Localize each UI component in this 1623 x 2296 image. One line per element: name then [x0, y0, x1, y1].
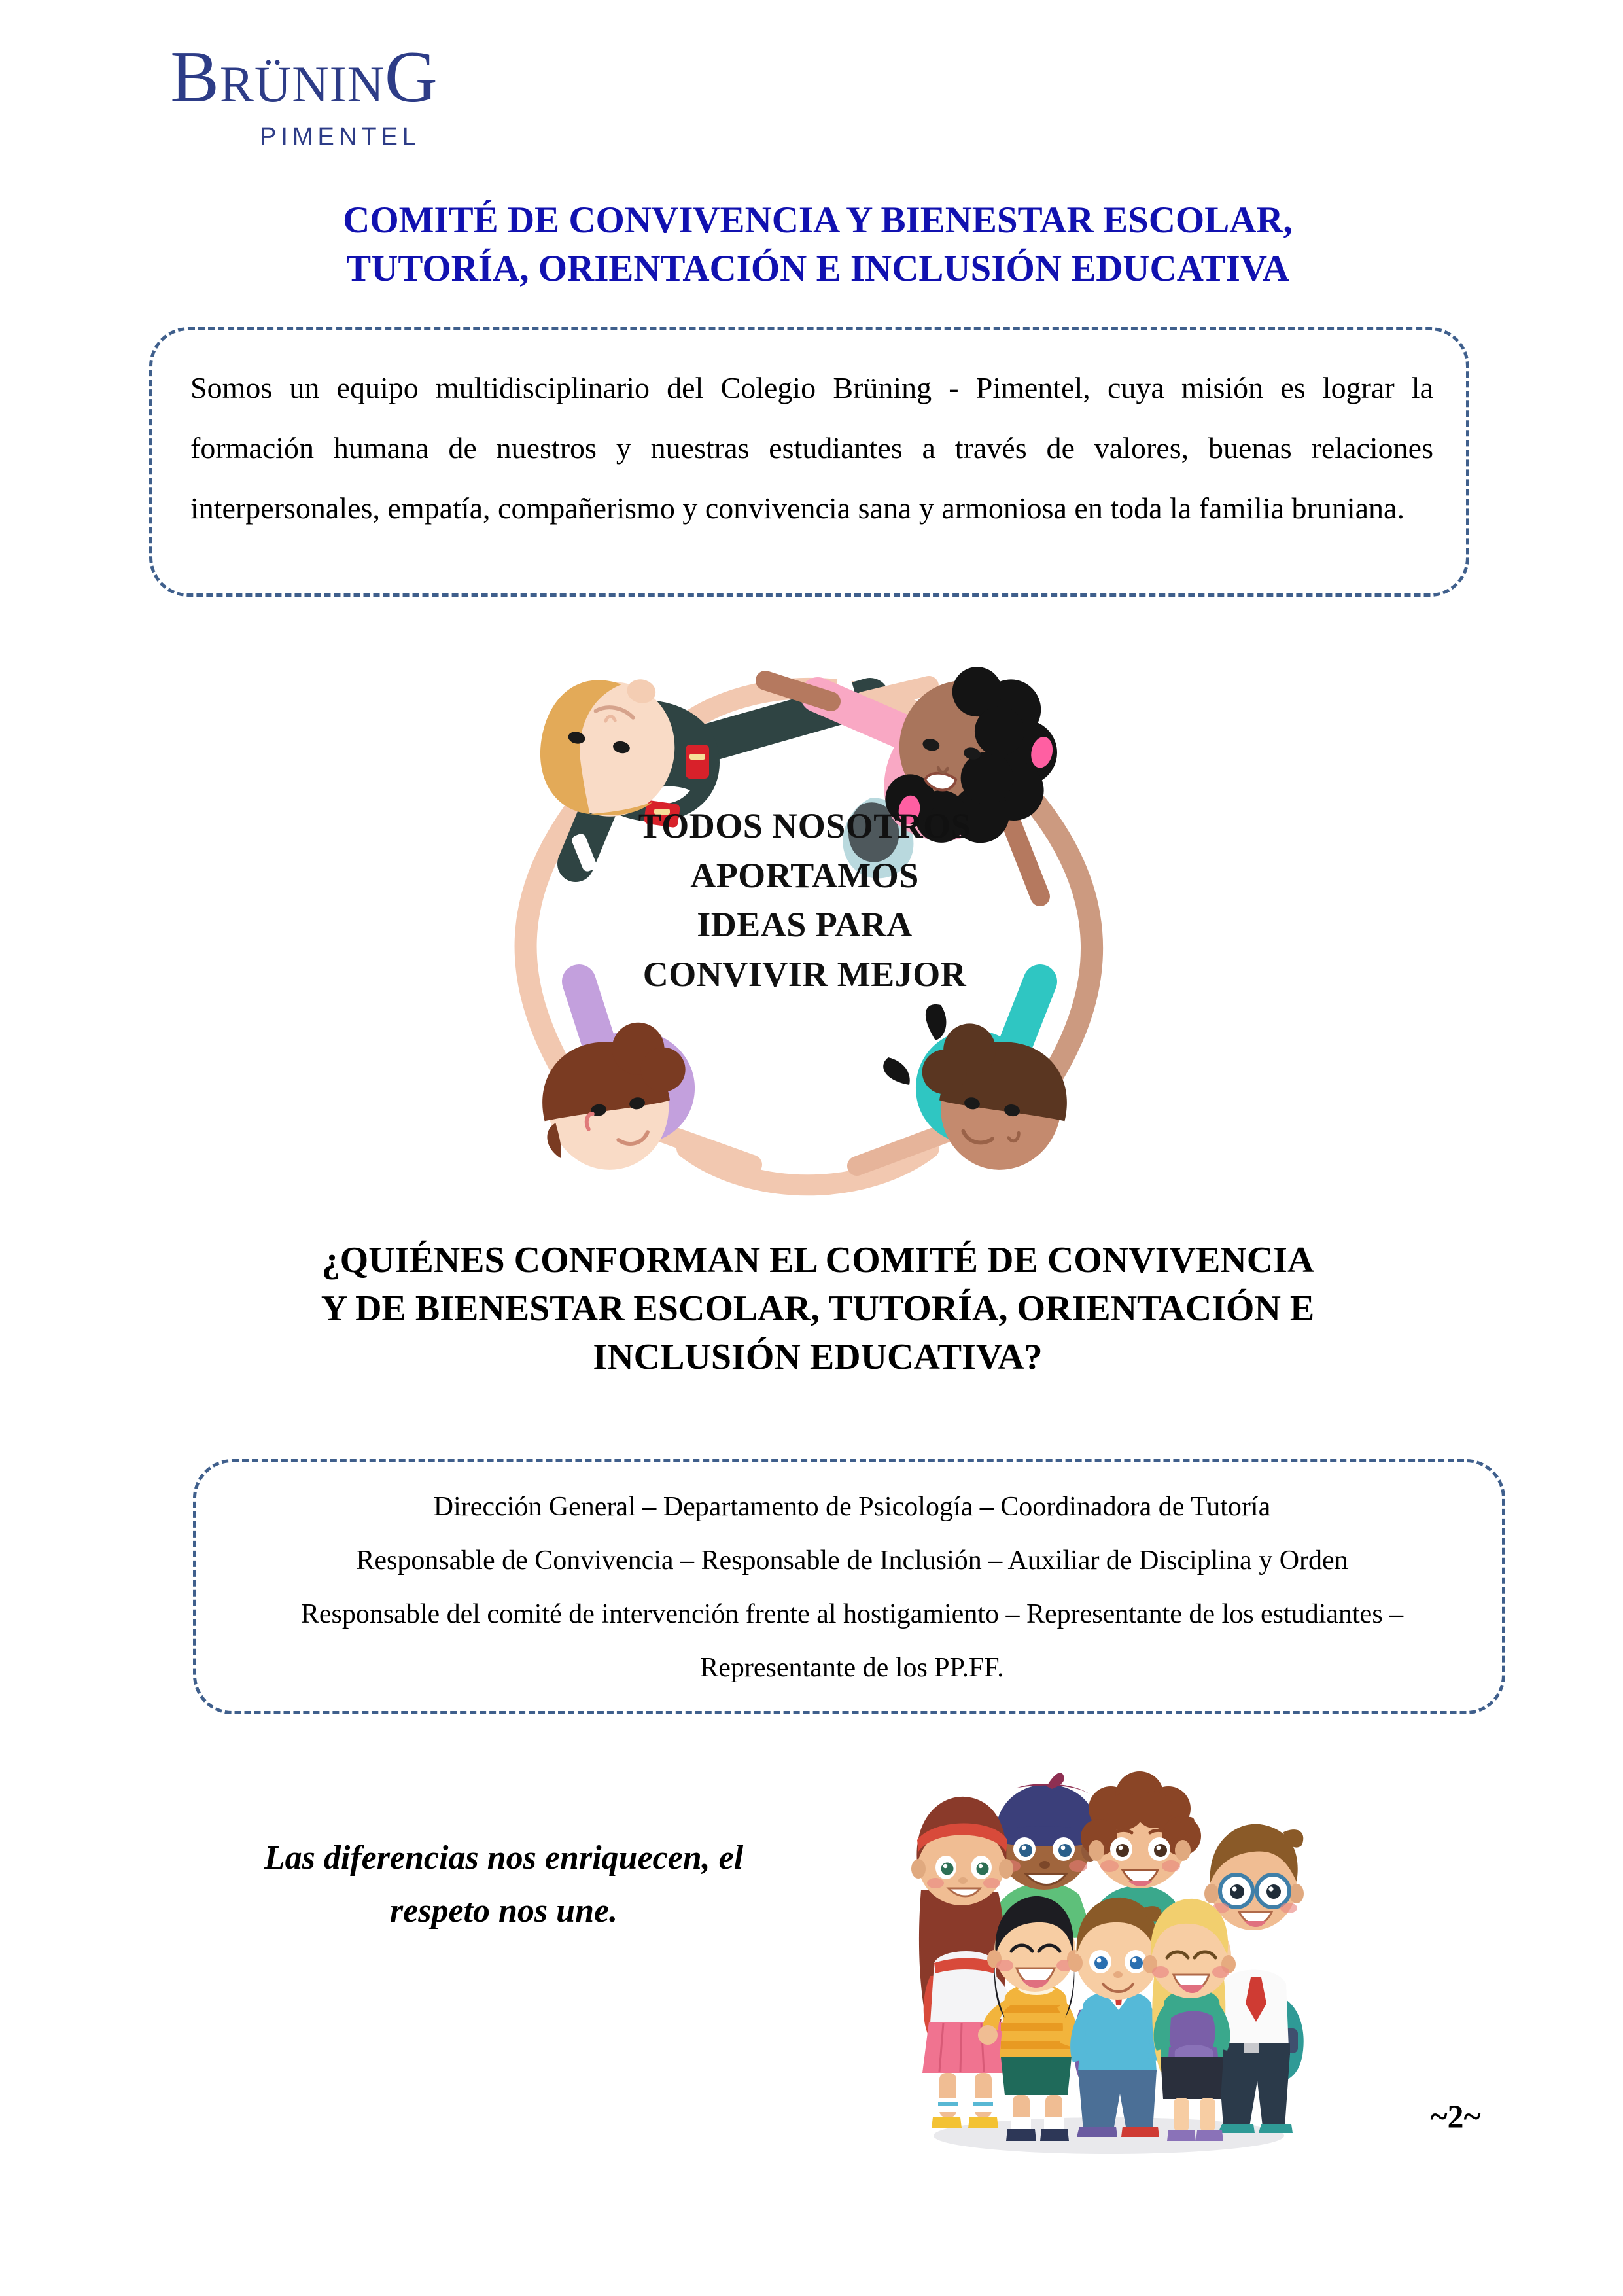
page-title-line-1: COMITÉ DE CONVIVENCIA Y BIENESTAR ESCOLAR, — [343, 200, 1293, 241]
circle-caption — [412, 802, 1197, 999]
closing-quote-line-1: Las diferencias nos enriquecen, el — [264, 1839, 744, 1877]
circle-caption-line-4: CONVIVIR MEJOR — [642, 954, 967, 994]
closing-quote-line-2: respeto nos une. — [389, 1892, 618, 1930]
school-logo — [121, 37, 487, 151]
members-list — [226, 1481, 1478, 1695]
members-line-3: Responsable del comité de intervención frente al hostigamiento – Representante de los estudiantes – Representante de los PP.FF. — [300, 1598, 1404, 1683]
circle-caption-line-3: IDEAS PARA — [697, 905, 913, 945]
members-line-1: Dirección General – Departamento de Psicología – Coordinadora de Tutoría — [433, 1492, 1271, 1522]
circle-caption-line-1: TODOS NOSOTROS — [638, 806, 971, 845]
child-bottom-left — [530, 981, 752, 1180]
child-bottom-right — [857, 981, 1079, 1180]
students-group-illustration — [883, 1740, 1335, 2172]
intro-paragraph: Somos un equipo multidisciplinario del Colegio Brüning - Pimentel, cuya misión es lograr la formación humana de nuestros y nuestras estudiantes a través de valores, buenas relaciones interpersonales, empatía, compañerismo y convivencia sana y armoniosa en toda la familia bruniana. — [190, 371, 1433, 525]
logo-wordmark: BRÜNING — [170, 37, 438, 118]
members-callout-box — [193, 1459, 1505, 1714]
closing-quote — [196, 1832, 811, 1937]
page-title-line-2: TUTORÍA, ORIENTACIÓN E INCLUSIÓN EDUCATIVA — [346, 248, 1289, 290]
student-blue-polo-boy — [1068, 1898, 1165, 2137]
circle-caption-line-2: APORTAMOS — [690, 855, 919, 895]
section-heading-line-2: Y DE BIENESTAR ESCOLAR, TUTORÍA, ORIENTACIÓN E — [321, 1288, 1315, 1329]
logo-subtitle: PIMENTEL — [259, 123, 421, 150]
page-number: ~2~ — [1430, 2098, 1481, 2134]
members-line-2: Responsable de Convivencia – Responsable de Inclusión – Auxiliar de Disciplina y Orden — [356, 1545, 1348, 1576]
section-heading-line-3: INCLUSIÓN EDUCATIVA? — [593, 1336, 1043, 1377]
section-heading-line-1: ¿QUIÉNES CONFORMAN EL COMITÉ DE CONVIVENCIA — [321, 1240, 1314, 1280]
page-title — [196, 196, 1439, 293]
section-heading — [196, 1237, 1439, 1382]
intro-callout-box — [149, 327, 1469, 597]
